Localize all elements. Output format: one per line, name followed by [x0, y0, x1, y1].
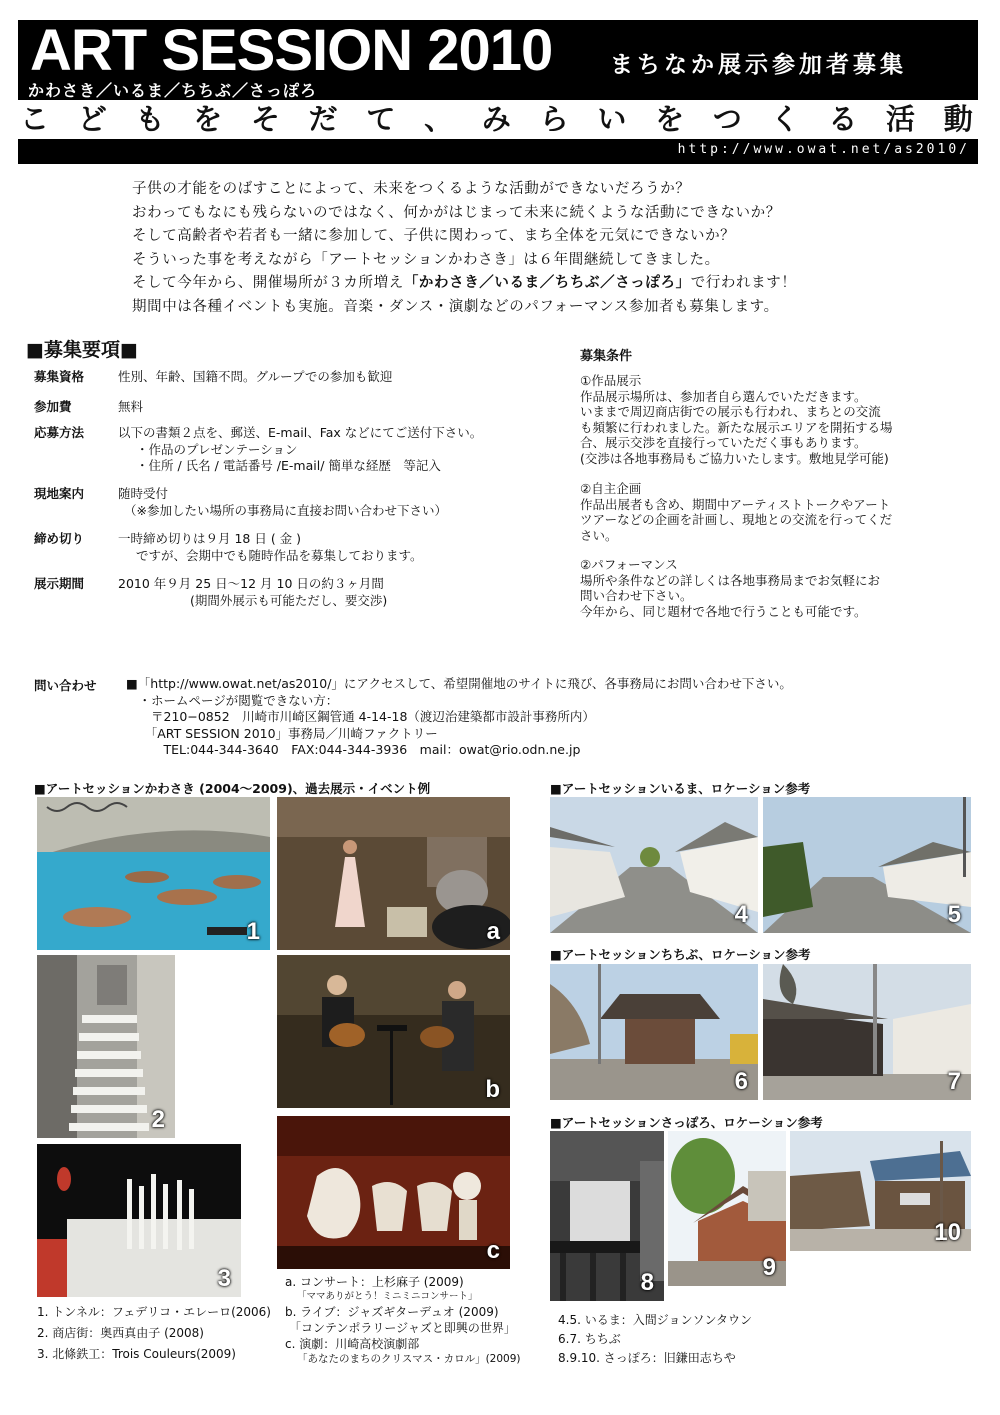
slogan-char: も — [135, 102, 172, 136]
requirement-value — [118, 531, 423, 564]
condition-line: (交渉は各地事務局もご協力いたします。敷地見学可能) — [580, 450, 889, 466]
condition-line: 場所や条件などの詳しくは各地事務局までお気軽にお — [580, 572, 881, 588]
conditions-heading: 募集条件 — [580, 349, 633, 364]
requirement-line: （※参加したい場所の事務局に直接お問い合わせ下さい） — [124, 502, 447, 518]
slogan-char: て — [366, 102, 403, 136]
tunnel-photo-image — [37, 797, 270, 950]
condition-line: ②パフォーマンス — [580, 557, 678, 572]
event-subtitle: まちなか展示参加者募集 — [610, 52, 907, 78]
slogan-char: つ — [712, 102, 749, 136]
requirements-heading: ■募集要項■ — [26, 339, 138, 361]
photo-concert — [277, 797, 510, 950]
requirement-label: 応募方法 — [34, 425, 85, 440]
intro-line: そして高齢者や若者も一緒に参加して、子供に関わって、まち全体を元気にできないか？ — [132, 228, 736, 244]
intro-line5-cities: 「かわさき／いるま／ちちぶ／さっぽろ」 — [403, 275, 691, 291]
photo-theatre — [277, 1116, 510, 1269]
photo-iruma-street — [550, 797, 758, 933]
section-heading-kawasaki: ■アートセッションかわさき (2004〜2009)、過去展示・イベント例 — [34, 781, 431, 796]
caption-line: 8.9.10. さっぽろ：旧鎌田志ちや — [558, 1351, 736, 1365]
requirement-label: 締め切り — [34, 531, 85, 546]
caption-right — [558, 1311, 752, 1368]
photo-number: 5 — [947, 901, 961, 928]
photo-number: a — [486, 918, 500, 945]
caption-line: a. コンサート：上杉麻子 (2009) — [285, 1275, 464, 1289]
requirement-value — [118, 369, 392, 386]
requirement-line: 以下の書類２点を、郵送、E-mail、Fax などにてご送付下さい。 — [118, 425, 483, 440]
requirement-line: ・住所 / 氏名 / 電話番号 /E-mail/ 簡単な経歴 等記入 — [136, 458, 441, 473]
photo-number: 4 — [734, 901, 748, 928]
slogan-char: そ — [250, 102, 287, 136]
photo-jazz-live — [277, 955, 510, 1108]
slogan-char: く — [770, 102, 807, 136]
section-heading-chichibu: ■アートセッションちちぶ、ロケーション参考 — [550, 947, 811, 962]
photo-number: 6 — [734, 1068, 748, 1095]
photo-number: 3 — [217, 1265, 231, 1292]
concert-photo-image — [277, 797, 510, 950]
condition-line: 問い合わせ下さい。 — [580, 588, 693, 603]
contact-line: 〒210−0852 川崎市川崎区鋼管通 4-14-18（渡辺治建築都市設計事務所内） — [126, 709, 595, 724]
intro-text — [132, 178, 962, 319]
condition-line: 今年から、同じ題材で各地で行うことも可能です。 — [580, 603, 867, 619]
chichibu-street-image-7 — [763, 964, 971, 1100]
condition-line: ②自主企画 — [580, 481, 642, 496]
condition-line: 作品展示場所は、参加者自ら選んでいただきます。 — [580, 388, 867, 404]
requirement-label: 展示期間 — [34, 576, 85, 591]
contact-label: 問い合わせ — [34, 678, 97, 693]
slogan-char: る — [828, 102, 865, 136]
caption-line: c. 演劇：川崎高校演劇部 — [285, 1337, 420, 1351]
requirement-line: 一時締め切りは９月 18 日 ( 金 ) — [118, 531, 302, 546]
photo-chichibu-shrine — [550, 964, 758, 1100]
requirement-line: 随時受付 — [118, 486, 169, 501]
caption-subline: 「あなたのまちのクリスマス・カロル」(2009) — [297, 1353, 521, 1365]
event-cities: かわさき／いるま／ちちぶ／さっぽろ — [28, 81, 318, 100]
photo-number: 10 — [934, 1219, 961, 1246]
requirement-label: 現地案内 — [34, 486, 85, 501]
contact-line: ・ホームページが閲覧できない方： — [126, 692, 339, 708]
condition-line: ①作品展示 — [580, 373, 642, 388]
photo-sapporo-interior — [550, 1131, 664, 1301]
caption-left — [37, 1302, 271, 1365]
requirement-label: 参加費 — [34, 399, 72, 414]
condition-line: いままで周辺商店街での展示も行われ、まちとの交流 — [580, 404, 881, 419]
slogan-char: だ — [308, 102, 345, 136]
url-bar — [18, 139, 978, 164]
event-url[interactable]: http://www.owat.net/as2010/ — [677, 142, 970, 157]
section-heading-iruma: ■アートセッションいるま、ロケーション参考 — [550, 781, 811, 796]
intro-line: そういった事を考えながら「アートセッションかわさき」は６年間継続してきました。 — [132, 251, 720, 268]
requirement-value — [118, 425, 482, 475]
chichibu-shrine-image-6 — [550, 964, 758, 1100]
theatre-photo-image — [277, 1116, 510, 1269]
slogan-char: い — [597, 102, 634, 136]
event-title: ART SESSION 2010 — [30, 18, 553, 83]
photo-sapporo-house — [668, 1131, 786, 1286]
slogan-char: み — [481, 102, 518, 136]
requirement-value — [118, 576, 387, 609]
iruma-street-image-4 — [550, 797, 758, 933]
photo-chichibu-street — [763, 964, 971, 1100]
slogan-char: 動 — [943, 102, 980, 136]
jazz-photo-image — [277, 955, 510, 1108]
slogan-char: 活 — [886, 102, 923, 136]
photo-number: 9 — [762, 1254, 776, 1281]
photo-number: b — [485, 1076, 500, 1103]
photo-sapporo-storehouse — [790, 1131, 971, 1251]
requirement-line: ですが、会期中でも随時作品を募集しております。 — [136, 547, 423, 563]
caption-line: 2. 商店街：奥西真由子 (2008) — [37, 1326, 204, 1340]
requirement-line: 無料 — [118, 399, 144, 414]
contact-line: TEL:044-344-3640 FAX:044-344-3936 mail：owat@rio.odn.ne.jp — [126, 742, 581, 757]
iruma-houses-image-5 — [763, 797, 971, 933]
photo-tunnel — [37, 797, 270, 950]
condition-line: 作品出展者も含め、期間中アーティストトークやアート — [580, 496, 891, 512]
requirement-line: (期間外展示も可能ただし、要交渉) — [190, 592, 388, 608]
condition-line: さい。 — [580, 527, 618, 543]
condition-line: ツアーなどの企画を計画し、現地との交流を行ってくだ — [580, 512, 893, 527]
header-banner — [18, 20, 978, 100]
caption-line: 4.5. いるま：入間ジョンソンタウン — [558, 1313, 752, 1327]
condition-line: 合、展示交渉を直接行っていただく事もあります。 — [580, 435, 867, 450]
caption-line: 6.7. ちちぶ — [558, 1332, 621, 1346]
intro-line5-post: で行われます！ — [690, 275, 797, 291]
slogan-char: 、 — [424, 102, 461, 136]
caption-line: b. ライブ：ジャズギターデュオ (2009) — [285, 1305, 499, 1319]
intro-line: 期間中は各種イベントも実施。音楽・ダンス・演劇などのパフォーマンス参加者も募集します。 — [132, 298, 779, 315]
photo-number: 8 — [640, 1269, 654, 1296]
slogan-char: ど — [77, 102, 114, 136]
contact-info — [126, 676, 792, 759]
intro-line5-pre: そして今年から、開催場所が３カ所増え — [132, 275, 404, 291]
photo-number: 1 — [246, 918, 260, 945]
condition-block — [580, 481, 970, 543]
steelworks-photo-image — [37, 1144, 241, 1297]
condition-block — [580, 557, 970, 619]
photo-steelworks — [37, 1144, 241, 1297]
caption-subline: 「コンテンポラリージャズと即興の世界」 — [289, 1321, 516, 1335]
requirement-value — [118, 399, 143, 416]
slogan — [20, 101, 980, 137]
caption-line: 1. トンネル：フェデリコ・エレーロ(2006) — [37, 1305, 271, 1319]
photo-number: 7 — [947, 1068, 961, 1095]
requirement-label: 募集資格 — [34, 369, 85, 384]
photo-iruma-houses — [763, 797, 971, 933]
section-heading-sapporo: ■アートセッションさっぽろ、ロケーション参考 — [550, 1115, 823, 1130]
intro-line: 子供の才能をのばすことによって、未来をつくるような活動ができないだろうか？ — [132, 181, 691, 197]
photo-number: c — [486, 1237, 500, 1264]
slogan-char: こ — [20, 102, 57, 136]
intro-line: おわってもなにも残らないのではなく、何かがはじまって未来に続くような活動にできないか？ — [132, 204, 781, 221]
condition-block — [580, 373, 970, 466]
photo-number: 2 — [151, 1106, 165, 1133]
contact-line: ■「http://www.owat.net/as2010/」にアクセスして、希望開催地のサイトに飛び、各事務局にお問い合わせ下さい。 — [126, 676, 792, 691]
requirement-value — [118, 486, 447, 519]
condition-line: も頻繁に行われました。新たな展示エリアを開拓する場 — [580, 419, 893, 435]
slogan-char: を — [193, 102, 230, 136]
requirement-line: ・作品のプレゼンテーション — [136, 441, 298, 457]
intro-line — [132, 272, 962, 296]
requirement-line: 性別、年齢、国籍不問。グループでの参加も歓迎 — [118, 369, 393, 384]
contact-line: 「ART SESSION 2010」事務局／川崎ファクトリー — [126, 725, 438, 741]
caption-line: 3. 北條鉄工：Trois Couleurs(2009) — [37, 1347, 236, 1361]
photo-shopping-street — [37, 955, 175, 1138]
caption-subline: 「ママありがとう！ミニミニコンサート」 — [297, 1291, 478, 1302]
caption-middle — [285, 1274, 521, 1366]
slogan-char: を — [655, 102, 692, 136]
requirement-line: 2010 年９月 25 日〜12 月 10 日の約３ヶ月間 — [118, 576, 384, 591]
slogan-char: ら — [539, 102, 576, 136]
